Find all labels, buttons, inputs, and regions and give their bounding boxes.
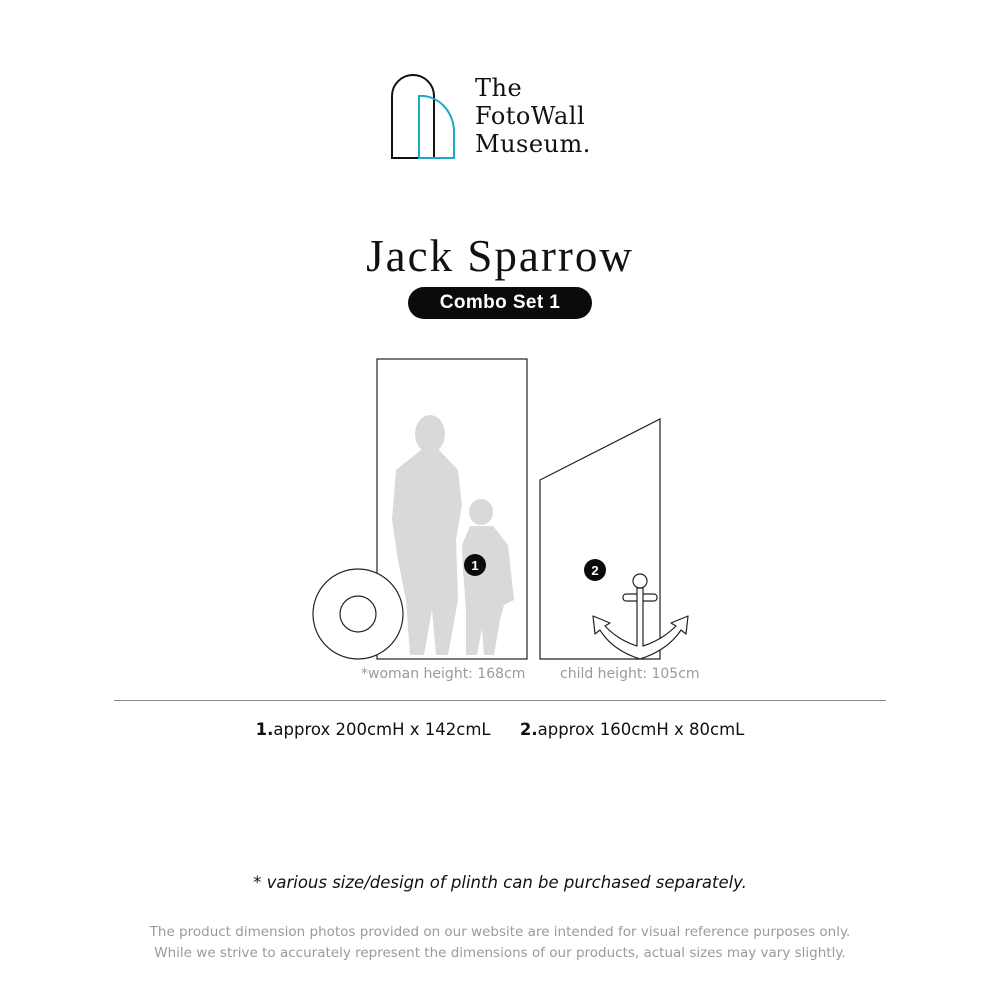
product-title: Jack Sparrow: [366, 231, 634, 281]
dimension-illustration: [300, 350, 700, 670]
brand-logo: [390, 74, 630, 164]
logo-line-1: The: [475, 74, 523, 102]
marker-2-label: 2: [591, 563, 599, 578]
arch-logo-icon: [390, 74, 470, 164]
combo-set-badge: Combo Set 1: [408, 287, 592, 319]
round-plinth-icon: [313, 569, 403, 659]
disclaimer-line-2: While we strive to accurately represent the dimensions of our products, actual sizes may vary slightly.: [154, 945, 846, 961]
logo-wordmark: [475, 74, 591, 158]
logo-line-3: Museum.: [475, 130, 591, 158]
woman-height-note: *woman height: 168cm: [361, 666, 526, 682]
dimension-2-text: approx 160cmH x 80cmL: [537, 720, 745, 739]
dimension-item-2: [520, 720, 744, 739]
divider-line: [114, 700, 886, 701]
disclaimer-line-1: The product dimension photos provided on our website are intended for visual reference purposes only.: [149, 924, 851, 940]
marker-1-label: 1: [471, 558, 479, 573]
marker-1: [464, 554, 486, 576]
disclaimer: [0, 922, 1000, 964]
dimension-1-text: approx 200cmH x 142cmL: [273, 720, 491, 739]
dimension-item-1: [256, 720, 491, 739]
dimensions-row: [0, 720, 1000, 739]
logo-line-2: FotoWall: [475, 102, 586, 130]
marker-2: [584, 559, 606, 581]
child-height-note: child height: 105cm: [560, 666, 700, 682]
dimension-2-number: 2.: [519, 720, 538, 739]
dimension-1-number: 1.: [255, 720, 274, 739]
plinth-note: * various size/design of plinth can be purchased separately.: [253, 873, 747, 892]
